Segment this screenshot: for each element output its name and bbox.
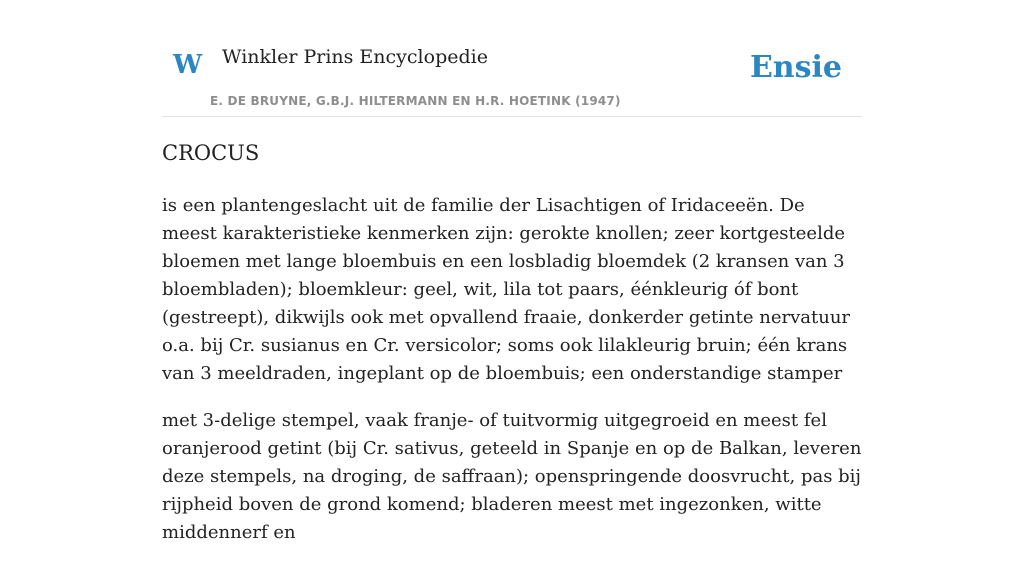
entry-paragraph: is een plantengeslacht uit de familie der Lisachtigen of Iridaceeën. De meest karakteristieke kenmerken zijn: gerokte knollen; zeer kortgesteelde bloemen met lange bloembuis en een losbladig bloemdek (2 kransen van 3 bloembladen); bloemkleur: geel, wit, lila tot paars, éénkleurig óf bont (gestreept), dikwijls ook met opvallend fraaie, donkerder getinte nervatuur o.a. bij Cr. susianus en Cr. versicolor; soms ook lilakleurig bruin; één krans van 3 meeldraden, ingeplant op de bloembuis; een onderstandige stamper: [162, 195, 851, 384]
entry-title: CROCUS: [162, 141, 260, 165]
entry-paragraph: met 3-delige stempel, vaak franje- of tuitvormig uitgegroeid en meest fel oranjerood getint (bij Cr. sativus, geteeld in Spanje en op de Balkan, leveren deze stempels, na droging, de saffraan); openspringende doosvrucht, pas bij rijpheid boven de grond komend; bladeren meest met ingezonken, witte middennerf en: [162, 410, 862, 543]
entry-body: [162, 192, 862, 566]
source-authors: E. DE BRUYNE, G.B.J. HILTERMANN EN H.R. HOETINK (1947): [210, 94, 621, 108]
ensie-logo[interactable]: Ensie: [749, 50, 842, 85]
site-header: [162, 0, 862, 117]
winkler-prins-logo[interactable]: W: [173, 50, 203, 80]
source-book-title[interactable]: Winkler Prins Encyclopedie: [222, 46, 488, 68]
